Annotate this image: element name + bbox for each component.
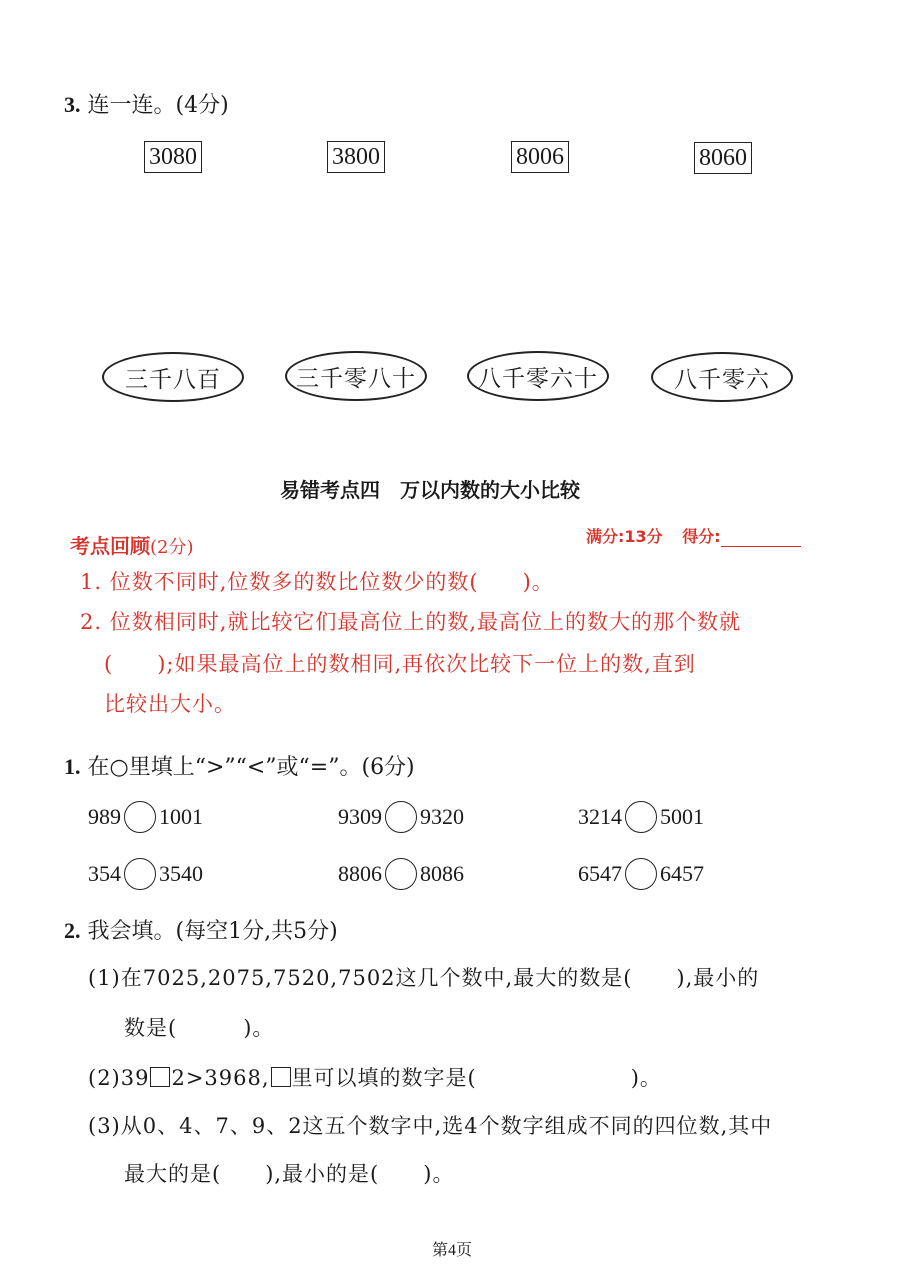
- blank-square[interactable]: [150, 1067, 170, 1087]
- compare-left: 9309: [338, 804, 382, 829]
- review-line-4: 比较出大小。: [104, 692, 236, 716]
- word-oval-2[interactable]: [285, 351, 427, 401]
- compare-left: 8806: [338, 861, 382, 886]
- review-line-3: ( );如果最高位上的数相同,再依次比较下一位上的数,直到: [104, 652, 696, 676]
- number-box-2[interactable]: 3800: [327, 141, 385, 173]
- compare-right: 3540: [159, 861, 203, 886]
- compare-item: [338, 858, 464, 890]
- review-heading: [70, 530, 194, 559]
- compare-item: [578, 858, 704, 890]
- compare-circle[interactable]: [625, 801, 657, 833]
- word-oval-4-label: 八千零六: [674, 366, 770, 393]
- score-blank[interactable]: [721, 528, 801, 547]
- review-line-1: 1. 位数不同时,位数多的数比位数少的数( )。: [80, 570, 554, 594]
- compare-item: [578, 801, 704, 833]
- q1-title-text: 在○里填上“>”“<”或“=”。(6分): [87, 755, 415, 780]
- compare-right: 1001: [159, 804, 203, 829]
- word-oval-3[interactable]: [467, 351, 609, 401]
- compare-item: [88, 801, 203, 833]
- score-full: 满分:13分: [586, 527, 663, 546]
- word-oval-2-label: 三千零八十: [296, 365, 416, 392]
- q2-part2-c: 里可以填的数字是( )。: [291, 1066, 662, 1090]
- q2-part3-line2: 最大的是( ),最小的是( )。: [124, 1162, 455, 1186]
- review-title: 考点回顾: [70, 534, 150, 558]
- compare-left: 354: [88, 861, 121, 886]
- number-box-4[interactable]: 8060: [694, 142, 752, 174]
- review-points: (2分): [150, 537, 194, 558]
- q2-part2-a: (2)39: [88, 1066, 150, 1090]
- q2-part1-line1: (1)在7025,2075,7520,7502这几个数中,最大的数是( ),最小的: [88, 966, 760, 990]
- compare-circle[interactable]: [124, 858, 156, 890]
- compare-right: 9320: [420, 804, 464, 829]
- section-title: 易错考点四 万以内数的大小比较: [280, 478, 580, 502]
- compare-circle[interactable]: [124, 801, 156, 833]
- compare-right: 5001: [660, 804, 704, 829]
- q3-title: [64, 88, 229, 119]
- compare-right: 6457: [660, 861, 704, 886]
- compare-left: 6547: [578, 861, 622, 886]
- compare-item: [338, 801, 464, 833]
- q2-title: [64, 914, 338, 945]
- compare-right: 8086: [420, 861, 464, 886]
- word-oval-3-label: 八千零六十: [478, 365, 598, 392]
- compare-left: 989: [88, 804, 121, 829]
- review-line-2: 2. 位数相同时,就比较它们最高位上的数,最高位上的数大的那个数就: [80, 610, 742, 634]
- compare-circle[interactable]: [625, 858, 657, 890]
- q2-number: 2.: [64, 918, 81, 943]
- q3-title-text: 连一连。(4分): [87, 93, 229, 118]
- q2-title-text: 我会填。(每空1分,共5分): [87, 919, 338, 944]
- q1-title: [64, 750, 415, 781]
- compare-item: [88, 858, 203, 890]
- page-number: 第4页: [432, 1242, 473, 1259]
- compare-circle[interactable]: [385, 801, 417, 833]
- word-oval-4[interactable]: [651, 352, 793, 402]
- q2-part1-line2: 数是( )。: [124, 1016, 275, 1040]
- score-get-label: 得分:: [682, 527, 721, 546]
- q3-number: 3.: [64, 92, 81, 117]
- q2-part2: [88, 1062, 662, 1092]
- word-oval-1-label: 三千八百: [125, 366, 221, 393]
- score-info: [586, 524, 801, 547]
- compare-left: 3214: [578, 804, 622, 829]
- q2-part3-line1: (3)从0、4、7、9、2这五个数字中,选4个数字组成不同的四位数,其中: [88, 1114, 773, 1138]
- number-box-1[interactable]: 3080: [144, 141, 202, 173]
- number-box-3[interactable]: 8006: [511, 141, 569, 173]
- q1-number: 1.: [64, 754, 81, 779]
- q2-part2-b: 2>3968,: [171, 1066, 270, 1090]
- compare-circle[interactable]: [385, 858, 417, 890]
- blank-square-icon: [271, 1067, 291, 1087]
- word-oval-1[interactable]: [102, 352, 244, 402]
